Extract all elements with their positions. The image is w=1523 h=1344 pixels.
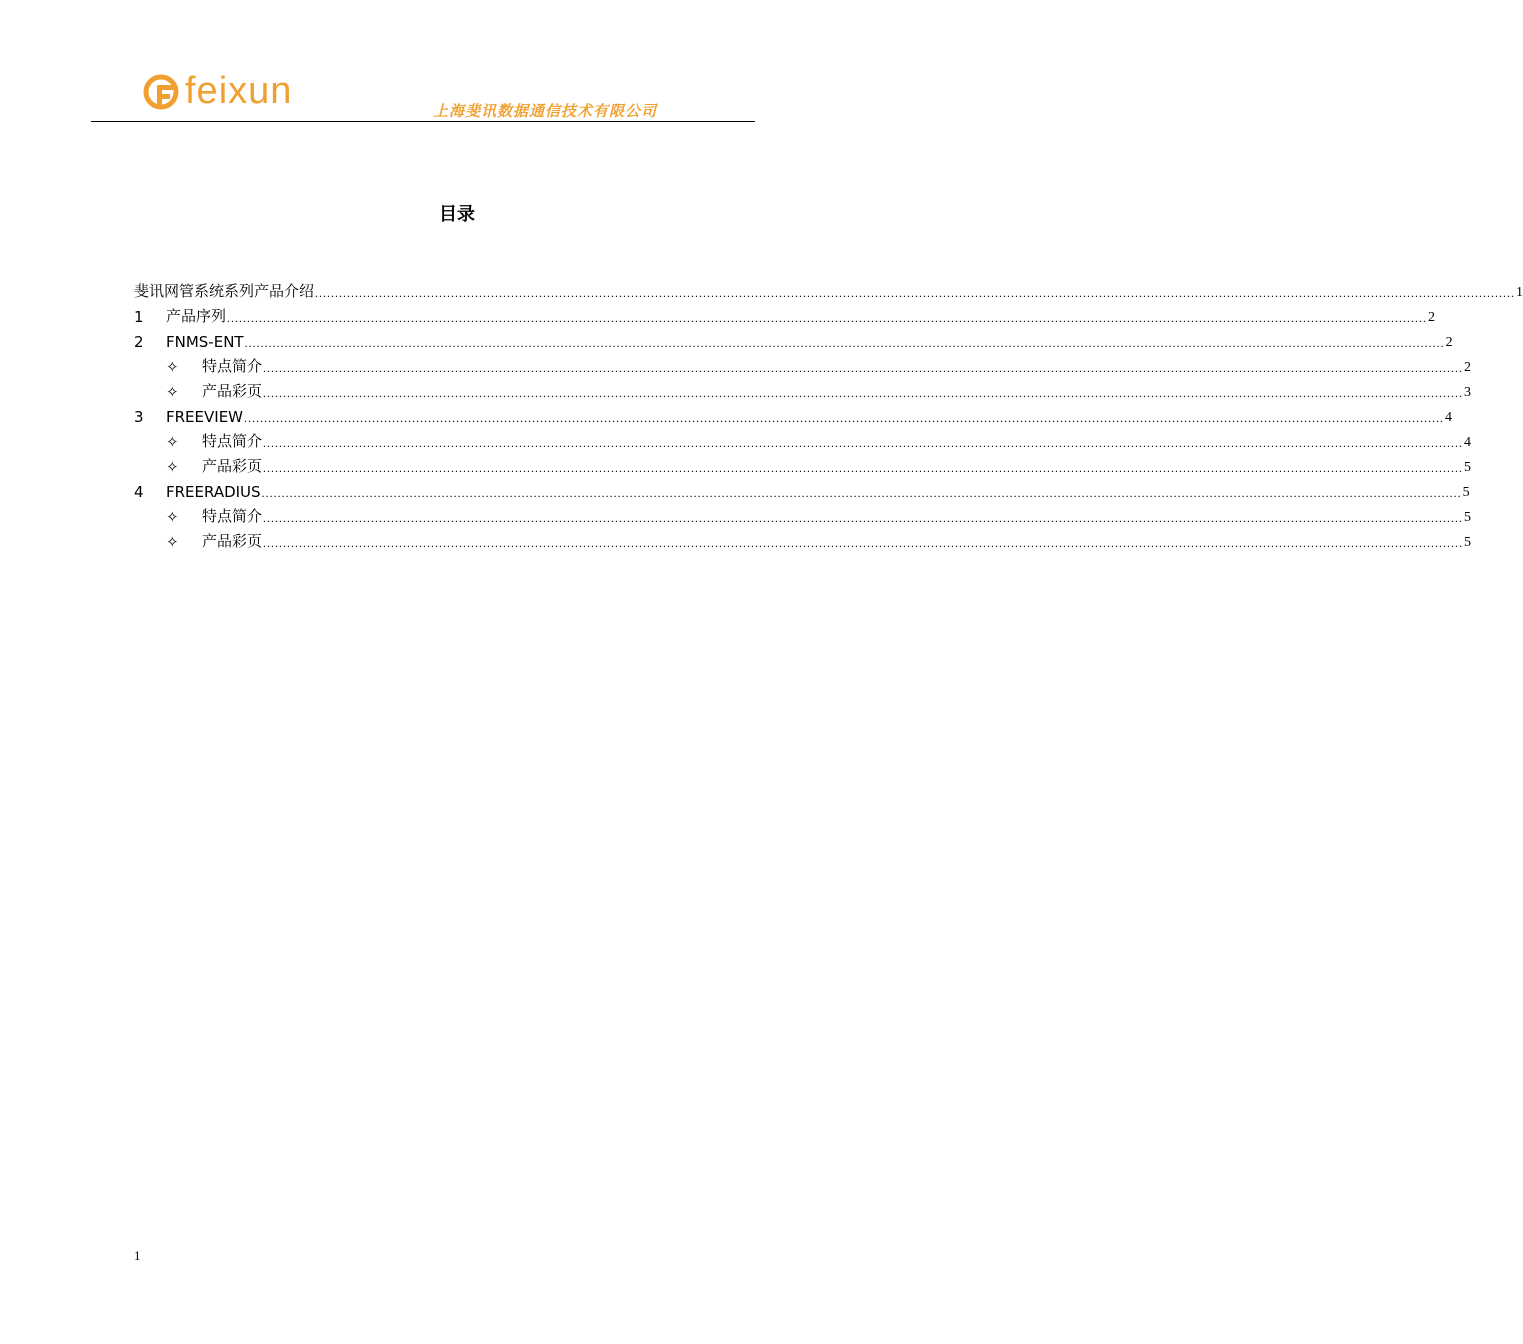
dot-leader: ............................................................................................................................................................................................................................................................................................................ <box>263 461 1464 475</box>
toc-entry[interactable] <box>134 426 1472 451</box>
star-bullet-icon: ✧ <box>166 383 179 401</box>
toc-entry[interactable] <box>134 451 1472 476</box>
toc-entry-label: 产品彩页 <box>202 457 263 475</box>
company-name: 上海斐讯数据通信技术有限公司 <box>433 102 658 120</box>
dot-leader: ............................................................................................................................................................................................................................................................................................................ <box>227 311 1428 325</box>
toc-entry-page: 5 <box>1464 460 1472 475</box>
toc-entry-label: 产品序列 <box>166 307 227 325</box>
dot-leader: ............................................................................................................................................................................................................................................................................................................ <box>263 361 1464 375</box>
toc-entry[interactable] <box>134 376 1472 401</box>
toc-entry[interactable] <box>134 401 1452 426</box>
toc-entry[interactable] <box>134 501 1472 526</box>
table-of-contents <box>134 276 1523 551</box>
logo-wordmark: feixun <box>185 70 293 112</box>
toc-entry-page: 5 <box>1464 510 1472 525</box>
toc-entry-label: FNMS-ENT <box>166 333 244 351</box>
toc-entry-label: 产品彩页 <box>202 532 263 550</box>
toc-entry[interactable] <box>134 276 1523 301</box>
dot-leader: ............................................................................................................................................................................................................................................................................................................ <box>315 286 1516 300</box>
toc-entry-label: 特点简介 <box>202 432 263 450</box>
feixun-logo-icon <box>143 71 179 111</box>
toc-entry-page: 4 <box>1464 435 1472 450</box>
star-bullet-icon: ✧ <box>166 458 179 476</box>
toc-entry-page: 3 <box>1464 385 1472 400</box>
toc-entry-page: 4 <box>1445 410 1452 425</box>
toc-entry-label: 特点简介 <box>202 507 263 525</box>
toc-entry[interactable] <box>134 301 1436 326</box>
toc-entry-label: FREERADIUS <box>166 483 261 501</box>
dot-leader: ............................................................................................................................................................................................................................................................................................................ <box>244 336 1445 350</box>
company-logo <box>143 66 292 116</box>
toc-entry-label: 特点简介 <box>202 357 263 375</box>
toc-entry-number: 4 <box>134 483 144 501</box>
star-bullet-icon: ✧ <box>166 533 179 551</box>
toc-entry[interactable] <box>134 326 1453 351</box>
dot-leader: ............................................................................................................................................................................................................................................................................................................ <box>263 436 1464 450</box>
header-divider <box>91 121 755 122</box>
toc-entry-number: 2 <box>134 333 144 351</box>
toc-entry[interactable] <box>134 351 1472 376</box>
dot-leader: ............................................................................................................................................................................................................................................................................................................ <box>261 486 1462 500</box>
toc-entry-page: 5 <box>1464 535 1472 550</box>
toc-entry-number: 3 <box>134 408 144 426</box>
dot-leader: ............................................................................................................................................................................................................................................................................................................ <box>263 536 1464 550</box>
toc-entry-page: 2 <box>1428 310 1436 325</box>
star-bullet-icon: ✧ <box>166 358 179 376</box>
toc-entry-page: 1 <box>1516 285 1523 300</box>
star-bullet-icon: ✧ <box>166 433 179 451</box>
star-bullet-icon: ✧ <box>166 508 179 526</box>
dot-leader: ............................................................................................................................................................................................................................................................................................................ <box>263 386 1464 400</box>
toc-entry-number: 1 <box>134 308 144 326</box>
toc-entry-label: FREEVIEW <box>166 408 243 426</box>
toc-entry-page: 2 <box>1445 335 1453 350</box>
toc-entry[interactable] <box>134 476 1470 501</box>
toc-entry-page: 2 <box>1464 360 1472 375</box>
toc-entry-label: 斐讯网管系统系列产品介绍 <box>134 282 315 300</box>
page-number: 1 <box>134 1248 141 1263</box>
toc-entry-page: 5 <box>1462 485 1470 500</box>
dot-leader: ............................................................................................................................................................................................................................................................................................................ <box>244 411 1444 425</box>
toc-entry[interactable] <box>134 526 1472 551</box>
toc-title: 目录 <box>439 204 475 225</box>
toc-entry-label: 产品彩页 <box>202 382 263 400</box>
dot-leader: ............................................................................................................................................................................................................................................................................................................ <box>263 511 1464 525</box>
